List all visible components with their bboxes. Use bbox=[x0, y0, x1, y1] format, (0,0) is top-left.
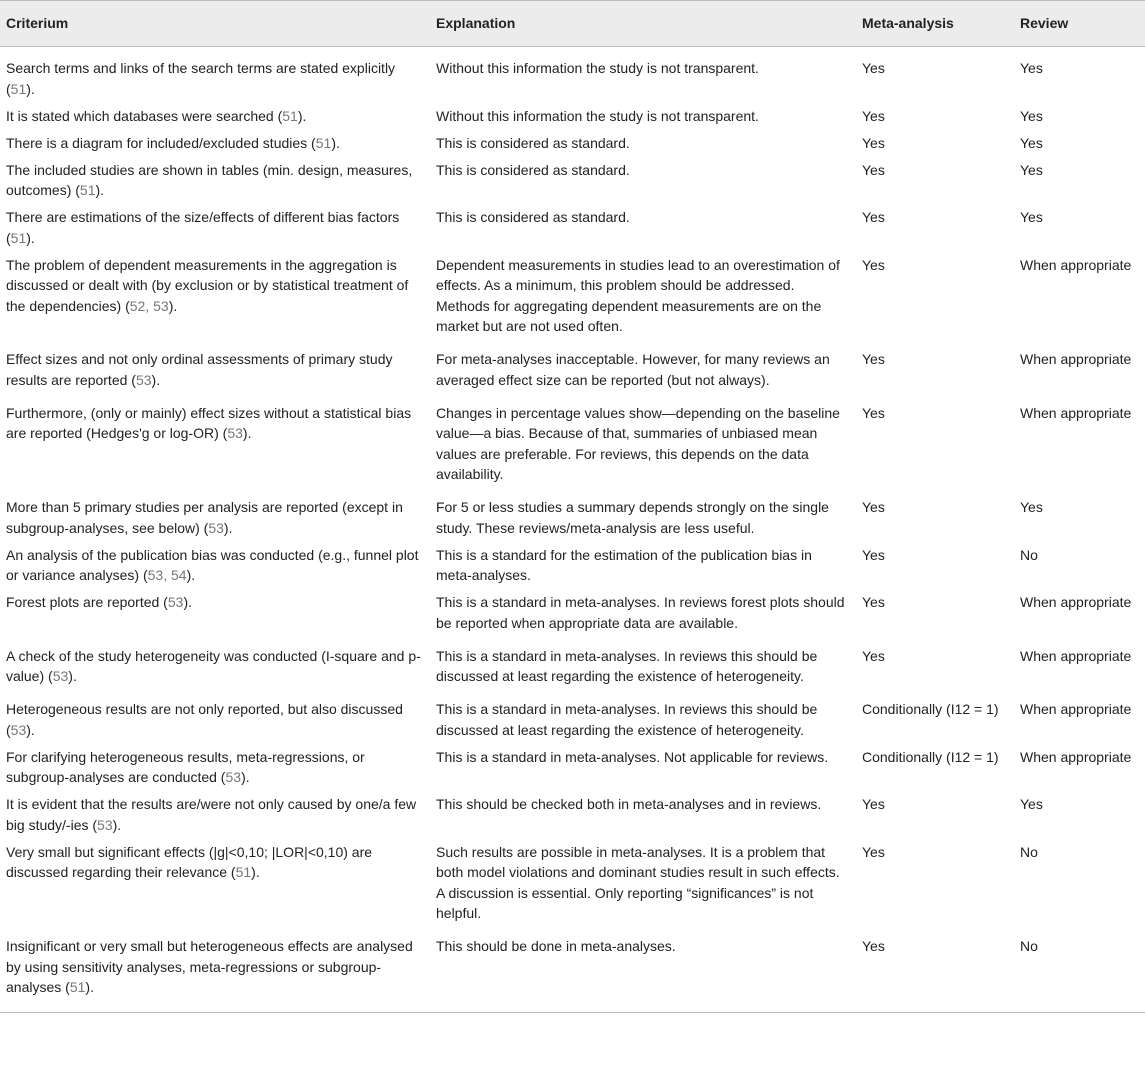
reference-link[interactable]: 51 bbox=[235, 864, 252, 880]
table-row bbox=[0, 394, 1145, 489]
meta-analysis-cell: Yes bbox=[862, 60, 885, 76]
reference-link[interactable]: 51 bbox=[69, 979, 86, 995]
explanation-cell: Such results are possible in meta-analyses. It is a problem that both model violations and dominant studies result in such effects. A discussion is essential. Only reporting “significances” is not helpful. bbox=[436, 843, 840, 921]
table-row bbox=[0, 839, 1145, 928]
table-header bbox=[0, 1, 1145, 47]
table-row bbox=[0, 204, 1145, 252]
header-review: Review bbox=[1020, 15, 1069, 31]
meta-analysis-cell: Yes bbox=[862, 499, 885, 515]
reference-link[interactable]: 51 bbox=[315, 134, 332, 151]
meta-analysis-cell: Yes bbox=[862, 796, 885, 812]
explanation-cell: This is a standard for the estimation of the publication bias in meta-analyses. bbox=[436, 546, 812, 583]
reference-link[interactable]: 53 bbox=[10, 721, 27, 738]
review-cell: When appropriate bbox=[1020, 404, 1132, 421]
meta-analysis-cell: Yes bbox=[862, 546, 885, 563]
explanation-cell: This is considered as standard. bbox=[436, 161, 630, 178]
reference-link[interactable]: 52, 53 bbox=[129, 297, 169, 314]
explanation-cell: This is a standard in meta-analyses. Not applicable for reviews. bbox=[436, 748, 829, 765]
reference-link[interactable]: 51 bbox=[10, 229, 27, 246]
table-row bbox=[0, 744, 1145, 792]
criterium-cell: It is stated which databases were searched (51). bbox=[6, 107, 307, 124]
meta-analysis-cell: Yes bbox=[862, 938, 885, 954]
reference-link[interactable]: 53 bbox=[208, 519, 224, 536]
criterium-text: There are estimations of the size/effects of different bias factors bbox=[6, 209, 400, 225]
criterium-cell: There are estimations of the size/effects of different bias factors (51). bbox=[6, 209, 400, 246]
table-row bbox=[0, 130, 1145, 157]
table-row bbox=[0, 252, 1145, 341]
explanation-cell: For meta-analyses inacceptable. However, for many reviews an averaged effect size can be reported (but not always). bbox=[436, 351, 830, 388]
criterium-cell: There is a diagram for included/excluded studies (51). bbox=[6, 134, 340, 151]
reference-link[interactable]: 53, 54 bbox=[147, 567, 187, 583]
criterium-cell: A check of the study heterogeneity was conducted (I-square and p-value) (53). bbox=[6, 647, 421, 684]
criterium-text: Effect sizes and not only ordinal assessments of primary study results are reported bbox=[6, 351, 393, 388]
criterium-cell: Effect sizes and not only ordinal assessments of primary study results are reported (53). bbox=[6, 351, 393, 388]
table-row bbox=[0, 637, 1145, 691]
review-cell: No bbox=[1020, 938, 1038, 954]
table-row bbox=[0, 690, 1145, 744]
table-row bbox=[0, 157, 1145, 205]
criterium-text: Search terms and links of the search terms are stated explicitly bbox=[6, 60, 396, 76]
meta-analysis-cell: Yes bbox=[862, 351, 885, 367]
reference-link[interactable]: 51 bbox=[10, 80, 27, 97]
meta-analysis-cell: Yes bbox=[862, 404, 885, 421]
criterium-cell: It is evident that the results are/were not only caused by one/a few big study/-ies (53). bbox=[6, 796, 417, 833]
meta-analysis-cell: Yes bbox=[862, 594, 885, 610]
criterium-cell: Very small but significant effects (|g|<0,10; |LOR|<0,10) are discussed regarding their relevance (51). bbox=[6, 843, 373, 880]
review-cell: When appropriate bbox=[1020, 594, 1132, 610]
review-cell: When appropriate bbox=[1020, 351, 1132, 367]
criterium-cell: The problem of dependent measurements in the aggregation is discussed or dealt with (by exclusion or by statistical treatment of the dependencies) (52, 53). bbox=[6, 256, 409, 314]
explanation-cell: This should be done in meta-analyses. bbox=[436, 938, 676, 954]
explanation-cell: Dependent measurements in studies lead to an overestimation of effects. As a minimum, this problem should be addressed. Methods for aggregating dependent measurements are on the market but are not used often. bbox=[436, 256, 840, 334]
criterium-cell: Insignificant or very small but heterogeneous effects are analysed by using sensitivity analyses, meta-regressions or subgroup-analyses (51). bbox=[6, 938, 413, 995]
criterium-text: An analysis of the publication bias was conducted (e.g., funnel plot or variance analyses) bbox=[6, 546, 419, 583]
review-cell: Yes bbox=[1020, 499, 1043, 515]
table-row bbox=[0, 488, 1145, 542]
reference-link[interactable]: 51 bbox=[79, 182, 96, 198]
reference-link[interactable]: 53 bbox=[97, 816, 113, 833]
reference-link[interactable]: 53 bbox=[52, 668, 69, 684]
criterium-cell: An analysis of the publication bias was conducted (e.g., funnel plot or variance analyses) (53, 54). bbox=[6, 546, 419, 583]
explanation-cell: This is a standard in meta-analyses. In reviews this should be discussed at least regarding the existence of heterogeneity. bbox=[436, 701, 818, 738]
reference-link[interactable]: 51 bbox=[282, 107, 298, 124]
meta-analysis-cell: Yes bbox=[862, 134, 885, 151]
meta-analysis-cell: Yes bbox=[862, 843, 885, 860]
criterium-text: It is evident that the results are/were not only caused by one/a few big study/-ies bbox=[6, 796, 417, 833]
criterium-text: The included studies are shown in tables (min. design, measures, outcomes) bbox=[6, 161, 413, 198]
header-meta-analysis: Meta-analysis bbox=[862, 15, 954, 31]
criterium-cell: Search terms and links of the search terms are stated explicitly (51). bbox=[6, 60, 396, 97]
meta-analysis-cell: Yes bbox=[862, 647, 885, 664]
review-cell: When appropriate bbox=[1020, 701, 1132, 717]
meta-analysis-cell: Conditionally (I12 = 1) bbox=[862, 748, 999, 765]
review-cell: When appropriate bbox=[1020, 748, 1132, 765]
criterium-text: Heterogeneous results are not only reported, but also discussed bbox=[6, 701, 403, 717]
review-cell: No bbox=[1020, 843, 1038, 860]
explanation-cell: Without this information the study is not transparent. bbox=[436, 60, 759, 76]
review-cell: Yes bbox=[1020, 107, 1043, 124]
review-cell: Yes bbox=[1020, 134, 1043, 151]
table-row bbox=[0, 927, 1145, 1012]
reference-link[interactable]: 53 bbox=[135, 371, 152, 388]
criterium-text: Very small but significant effects (|g|<0,10; |LOR|<0,10) are discussed regarding their relevance bbox=[6, 843, 373, 880]
review-cell: No bbox=[1020, 546, 1038, 563]
explanation-cell: Without this information the study is not transparent. bbox=[436, 107, 759, 124]
reference-link[interactable]: 53 bbox=[167, 594, 184, 610]
review-cell: Yes bbox=[1020, 796, 1043, 812]
explanation-cell: This should be checked both in meta-analyses and in reviews. bbox=[436, 796, 822, 812]
table-row bbox=[0, 103, 1145, 130]
review-cell: Yes bbox=[1020, 209, 1043, 225]
review-cell: Yes bbox=[1020, 60, 1043, 76]
criterium-cell: The included studies are shown in tables (min. design, measures, outcomes) (51). bbox=[6, 161, 413, 198]
criterium-cell: Forest plots are reported (53). bbox=[6, 594, 192, 610]
criterium-cell: More than 5 primary studies per analysis are reported (except in subgroup-analyses, see below) (53). bbox=[6, 499, 403, 536]
criterium-cell: Furthermore, (only or mainly) effect sizes without a statistical bias are reported (Hedges'g or log-OR) (53). bbox=[6, 404, 412, 441]
meta-analysis-cell: Yes bbox=[862, 107, 885, 124]
criterium-text: There is a diagram for included/excluded studies bbox=[6, 134, 308, 151]
reference-link[interactable]: 53 bbox=[225, 769, 242, 785]
criterium-text: For clarifying heterogeneous results, meta-regressions, or subgroup-analyses are conducted bbox=[6, 748, 365, 785]
header-criterium: Criterium bbox=[6, 15, 69, 31]
explanation-cell: This is considered as standard. bbox=[436, 209, 630, 225]
table-body bbox=[0, 47, 1145, 1013]
header-explanation: Explanation bbox=[436, 15, 516, 31]
explanation-cell: This is a standard in meta-analyses. In reviews this should be discussed at least regarding the existence of heterogeneity. bbox=[436, 647, 818, 684]
review-cell: When appropriate bbox=[1020, 256, 1132, 273]
header-row bbox=[0, 1, 1145, 47]
criterium-cell: Heterogeneous results are not only reported, but also discussed (53). bbox=[6, 701, 403, 738]
criterium-text: The problem of dependent measurements in the aggregation is discussed or dealt with (by exclusion or by statistical treatment of the dependencies) bbox=[6, 256, 409, 314]
review-cell: Yes bbox=[1020, 161, 1043, 178]
meta-analysis-cell: Yes bbox=[862, 161, 885, 178]
criterium-text: More than 5 primary studies per analysis are reported (except in subgroup-analyses, see below) bbox=[6, 499, 403, 536]
explanation-cell: This is a standard in meta-analyses. In reviews forest plots should be reported when appropriate data are available. bbox=[436, 594, 845, 631]
table-row bbox=[0, 791, 1145, 839]
explanation-cell: Changes in percentage values show—depending on the baseline value—a bias. Because of that, summaries of unbiased mean values are preferable. For reviews, this depends on the data availability. bbox=[436, 404, 840, 482]
criterium-text: It is stated which databases were searched bbox=[6, 107, 274, 124]
table-row bbox=[0, 340, 1145, 394]
explanation-cell: This is considered as standard. bbox=[436, 134, 630, 151]
review-cell: When appropriate bbox=[1020, 647, 1132, 664]
meta-analysis-cell: Yes bbox=[862, 209, 885, 225]
table-row bbox=[0, 589, 1145, 637]
criterium-text: Forest plots are reported bbox=[6, 594, 160, 610]
criterium-cell: For clarifying heterogeneous results, meta-regressions, or subgroup-analyses are conducted (53). bbox=[6, 748, 365, 785]
reference-link[interactable]: 53 bbox=[227, 425, 243, 441]
explanation-cell: For 5 or less studies a summary depends strongly on the single study. These reviews/meta-analysis are less useful. bbox=[436, 499, 829, 536]
criterium-text: A check of the study heterogeneity was conducted (I-square and p-value) bbox=[6, 647, 421, 684]
criterium-text: Furthermore, (only or mainly) effect sizes without a statistical bias are reported (Hedges'g or log-OR) bbox=[6, 404, 412, 441]
criterium-text: Insignificant or very small but heterogeneous effects are analysed by using sensitivity analyses, meta-regressions or subgroup-analyses bbox=[6, 938, 413, 995]
table-row bbox=[0, 47, 1145, 103]
meta-analysis-cell: Yes bbox=[862, 256, 885, 273]
meta-analysis-cell: Conditionally (I12 = 1) bbox=[862, 701, 999, 717]
table-row bbox=[0, 542, 1145, 590]
